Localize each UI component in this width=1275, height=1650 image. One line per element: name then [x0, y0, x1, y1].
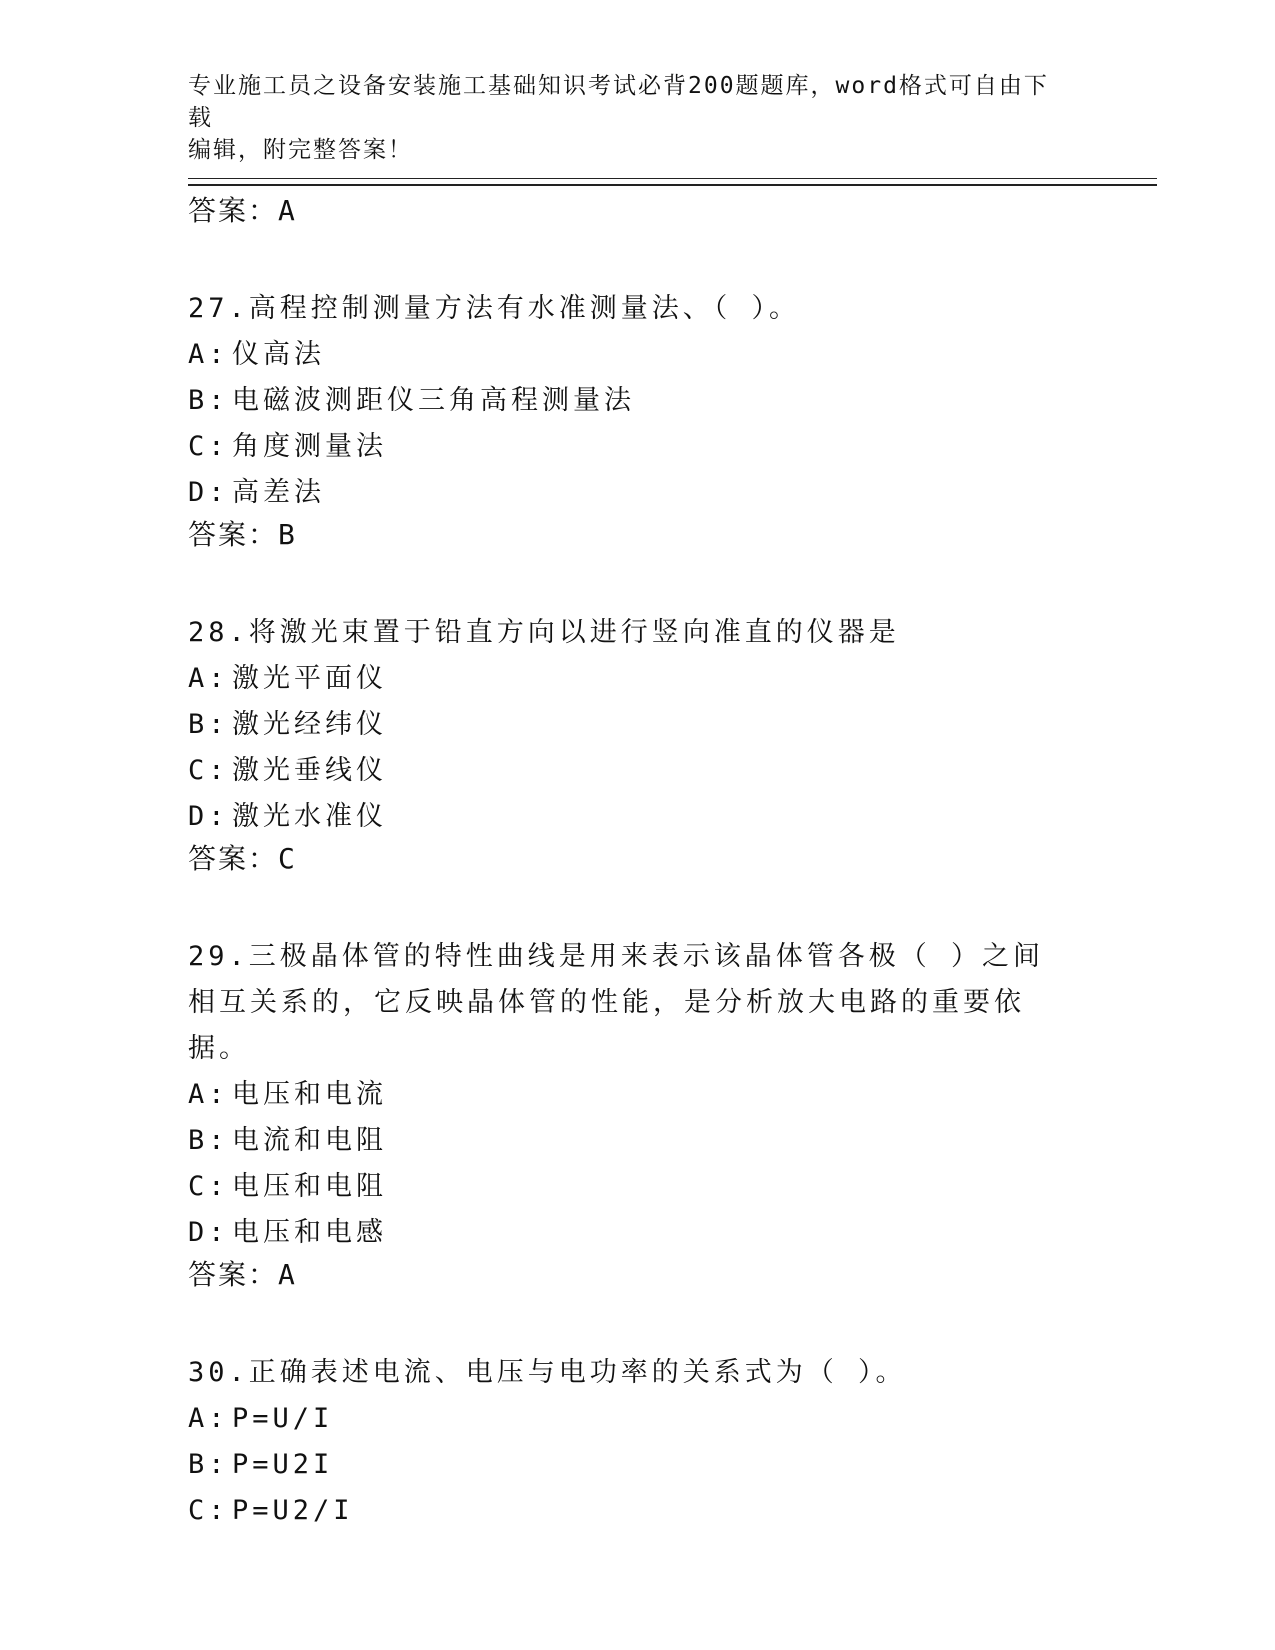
question-text: 28.将激光束置于铅直方向以进行竖向准直的仪器是: [188, 617, 900, 648]
option-letter: C:: [188, 1171, 229, 1202]
option-text: 激光经纬仪: [232, 709, 387, 740]
option-d: [188, 794, 1068, 840]
option-a: [188, 656, 1068, 702]
option-c: [188, 1488, 1068, 1534]
question-text: 27.高程控制测量方法有水准测量法、（ ）。: [188, 293, 801, 324]
option-letter: A:: [188, 1403, 229, 1434]
option-text: 电磁波测距仪三角高程测量法: [232, 385, 635, 416]
option-text: 高差法: [232, 477, 325, 508]
header-line-2: 编辑，附完整答案！: [188, 137, 413, 163]
question-text: 30.正确表述电流、电压与电功率的关系式为（ ）。: [188, 1357, 907, 1388]
question-block: [188, 610, 1068, 878]
option-b: [188, 378, 1068, 424]
option-text: P=U2/I: [232, 1495, 354, 1526]
option-text: 电压和电流: [232, 1079, 387, 1110]
option-letter: A:: [188, 663, 229, 694]
document-header: [188, 70, 1068, 166]
option-text: 电压和电感: [232, 1217, 387, 1248]
option-letter: A:: [188, 339, 229, 370]
option-c: [188, 424, 1068, 470]
question-block: [188, 286, 1068, 554]
spacer: [188, 1294, 1068, 1350]
option-letter: C:: [188, 1495, 229, 1526]
option-text: 仪高法: [232, 339, 325, 370]
question-block: [188, 934, 1068, 1294]
option-letter: C:: [188, 431, 229, 462]
option-b: [188, 1118, 1068, 1164]
option-a: [188, 332, 1068, 378]
option-letter: B:: [188, 1449, 229, 1480]
option-text: 激光垂线仪: [232, 755, 387, 786]
question-list: [188, 192, 1068, 1534]
question-block: [188, 1350, 1068, 1534]
question-text: 29.三极晶体管的特性曲线是用来表示该晶体管各极（ ）之间相互关系的，它反映晶体管的性能，是分析放大电路的重要依据。: [188, 941, 1045, 1064]
option-text: 角度测量法: [232, 431, 387, 462]
option-text: 激光平面仪: [232, 663, 387, 694]
option-d: [188, 1210, 1068, 1256]
option-letter: B:: [188, 1125, 229, 1156]
option-text: 电流和电阻: [232, 1125, 387, 1156]
header-line-1: 专业施工员之设备安装施工基础知识考试必背200题题库，word格式可自由下载: [188, 73, 1049, 131]
option-text: 激光水准仪: [232, 801, 387, 832]
option-letter: B:: [188, 385, 229, 416]
answer-line: 答案：B: [188, 518, 297, 551]
option-text: P=U/I: [232, 1403, 334, 1434]
option-letter: D:: [188, 801, 229, 832]
option-letter: D:: [188, 477, 229, 508]
option-letter: B:: [188, 709, 229, 740]
option-c: [188, 748, 1068, 794]
option-d: [188, 470, 1068, 516]
spacer: [188, 554, 1068, 610]
option-text: 电压和电阻: [232, 1171, 387, 1202]
spacer: [188, 878, 1068, 934]
option-text: P=U2I: [232, 1449, 334, 1480]
option-letter: D:: [188, 1217, 229, 1248]
option-a: [188, 1072, 1068, 1118]
option-b: [188, 1442, 1068, 1488]
option-a: [188, 1396, 1068, 1442]
answer-line: 答案：C: [188, 842, 297, 875]
option-b: [188, 702, 1068, 748]
answer-line: 答案：A: [188, 1258, 297, 1291]
option-c: [188, 1164, 1068, 1210]
answer-line: 答案：A: [188, 194, 297, 227]
option-letter: A:: [188, 1079, 229, 1110]
spacer: [188, 230, 1068, 286]
header-divider: [188, 178, 1157, 186]
option-letter: C:: [188, 755, 229, 786]
